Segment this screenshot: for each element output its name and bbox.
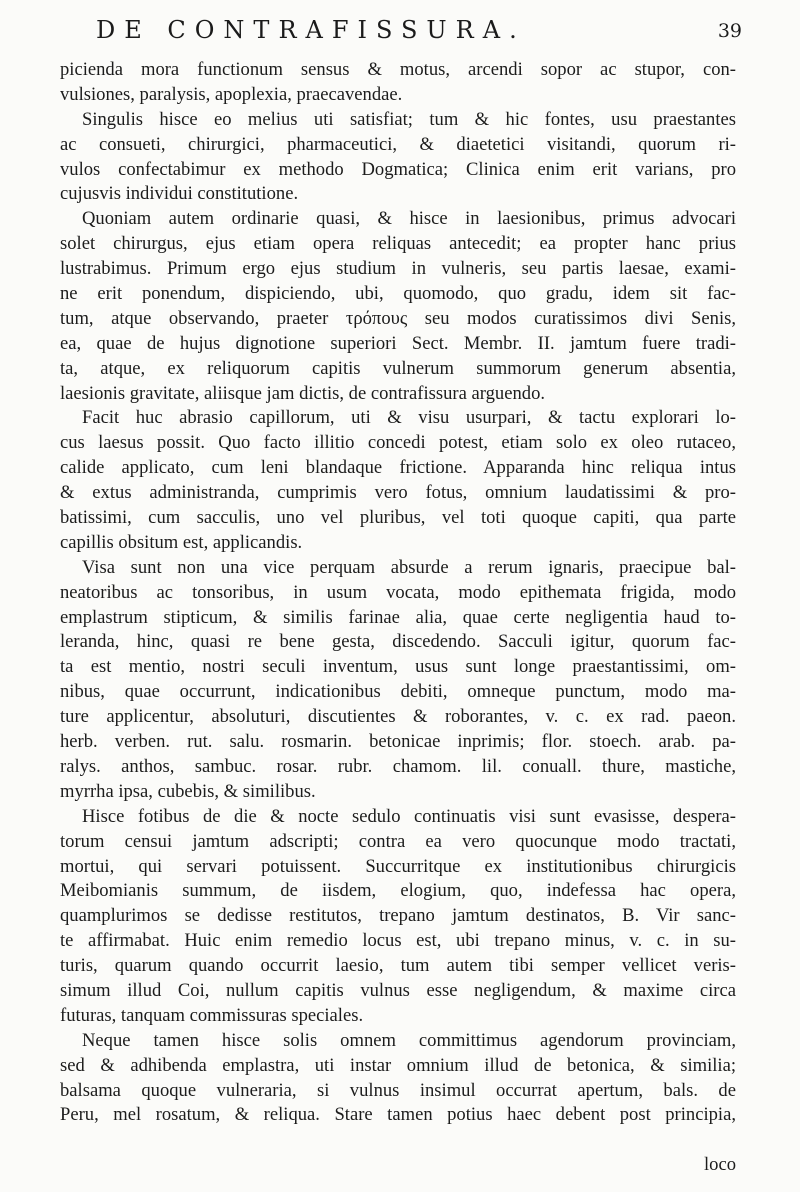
- text-line: Facit huc abrasio capillorum, uti & visu usurpari, & tactu explorari lo-: [82, 407, 736, 429]
- text-line: laesionis gravitate, aliisque jam dictis, de contrafissura arguendo.: [60, 382, 546, 404]
- text-line: ta, atque, ex reliquorum capitis vulnerum summorum generum absentia,: [60, 357, 736, 379]
- text-line: herb. verben. rut. salu. rosmarin. betonicae inprimis; flor. stoech. arab. pa-: [60, 731, 736, 753]
- text-line: lustrabimus. Primum ergo ejus studium in vulneris, seu partis laesae, exami-: [60, 258, 736, 280]
- running-head: [60, 16, 742, 56]
- text-line: vulsiones, paralysis, apoplexia, praecavendae.: [60, 83, 403, 105]
- text-line: Hisce fotibus de die & nocte sedulo continuatis visi sunt evasisse, despera-: [82, 805, 736, 827]
- text-line: quamplurimos se dedisse restitutos, trepano jamtum destinatos, B. Vir sanc-: [60, 905, 736, 927]
- text-line: ne erit ponendum, dispiciendo, ubi, quomodo, quo gradu, idem sit fac-: [60, 283, 736, 305]
- text-line: vulos confectabimur ex methodo Dogmatica; Clinica enim erit varians, pro: [60, 158, 736, 180]
- text-line: myrrha ipsa, cubebis, & similibus.: [60, 780, 316, 802]
- body-text: [60, 58, 736, 1128]
- text-line: ta est mentio, nostri seculi inventum, usus sunt longe praestantissimi, om-: [60, 656, 736, 678]
- text-line: cujusvis individui constitutione.: [60, 183, 299, 205]
- running-title: DE CONTRAFISSURA.: [96, 16, 526, 44]
- text-line: capillis obsitum est, applicandis.: [60, 531, 303, 553]
- text-line: turis, quarum quando occurrit laesio, tum autem tibi semper vellicet veris-: [60, 955, 736, 977]
- text-line: tum, atque observando, praeter τρόπους seu modos curatissimos divi Senis,: [60, 307, 736, 329]
- catchword: loco: [703, 1154, 736, 1175]
- text-line: Peru, mel rosatum, & reliqua. Stare tamen potius haec debent post principia,: [60, 1104, 736, 1126]
- text-line: picienda mora functionum sensus & motus, arcendi sopor ac stupor, con-: [60, 59, 736, 80]
- text-line: ea, quae de hujus dignotione superiori Sect. Membr. II. jamtum fuere tradi-: [60, 332, 736, 354]
- text-line: neatoribus ac tonsoribus, in usum vocata, modo epithemata frigida, modo: [60, 581, 736, 603]
- text-line: leranda, hinc, quasi re bene gesta, discedendo. Sacculi igitur, quorum fac-: [60, 631, 736, 653]
- text-line: solet chirurgus, ejus etiam opera reliquas antecedit; ea propter hanc prius: [60, 233, 736, 255]
- text-line: calide applicato, cum leni blandaque frictione. Apparanda hinc reliqua intus: [60, 457, 736, 479]
- text-line: te affirmabat. Huic enim remedio locus est, ubi trepano minus, v. c. in su-: [60, 930, 736, 952]
- text-line: cus laesus possit. Quo facto illitio concedi potest, etiam solo ex oleo rutaceo,: [60, 432, 736, 454]
- text-line: sed & adhibenda emplastra, uti instar omnium illud de betonica, & similia;: [60, 1054, 736, 1076]
- text-line: batissimi, cum sacculis, uno vel pluribus, vel toti quoque capiti, qua parte: [60, 507, 736, 529]
- text-line: Meibomianis summum, de iisdem, elogium, quo, indefessa hac opera,: [60, 880, 736, 902]
- text-line: futuras, tanquam commissuras speciales.: [60, 1004, 364, 1026]
- text-line: nibus, quae occurrunt, indicationibus debiti, omneque punctum, modo ma-: [60, 681, 736, 703]
- text-line: Visa sunt non una vice perquam absurde a rerum ignaris, praecipue bal-: [82, 556, 736, 578]
- text-line: ture applicentur, absoluturi, discutientes & roborantes, v. c. ex rad. paeon.: [60, 706, 736, 728]
- text-line: Singulis hisce eo melius uti satisfiat; tum & hic fontes, usu praestantes: [82, 108, 736, 130]
- text-line: emplastrum stipticum, & similis farinae alia, quae certe negligentia haud to-: [60, 606, 736, 628]
- text-line: & extus administranda, cumprimis vero fotus, omnium laudatissimi & pro-: [60, 482, 736, 504]
- text-line: torum censui jamtum adscripti; contra ea vero quocunque modo tractati,: [60, 830, 736, 852]
- page-number: 39: [717, 20, 742, 42]
- text-line: ralys. anthos, sambuc. rosar. rubr. chamom. lil. conuall. thure, mastiche,: [60, 755, 736, 777]
- text-line: simum illud Coi, nullum capitis vulnus esse negligendum, & maxime circa: [60, 979, 736, 1001]
- text-line: ac consueti, chirurgici, pharmaceutici, & diaetetici visitandi, quorum ri-: [60, 133, 736, 155]
- text-line: Neque tamen hisce solis omnem committimus agendorum provinciam,: [82, 1029, 736, 1051]
- text-line: mortui, qui servari potuissent. Succurritque ex institutionibus chirurgicis: [60, 855, 736, 877]
- text-line: balsama quoque vulneraria, si vulnus insimul occurrat apertum, bals. de: [60, 1079, 736, 1101]
- text-line: Quoniam autem ordinarie quasi, & hisce in laesionibus, primus advocari: [82, 208, 736, 230]
